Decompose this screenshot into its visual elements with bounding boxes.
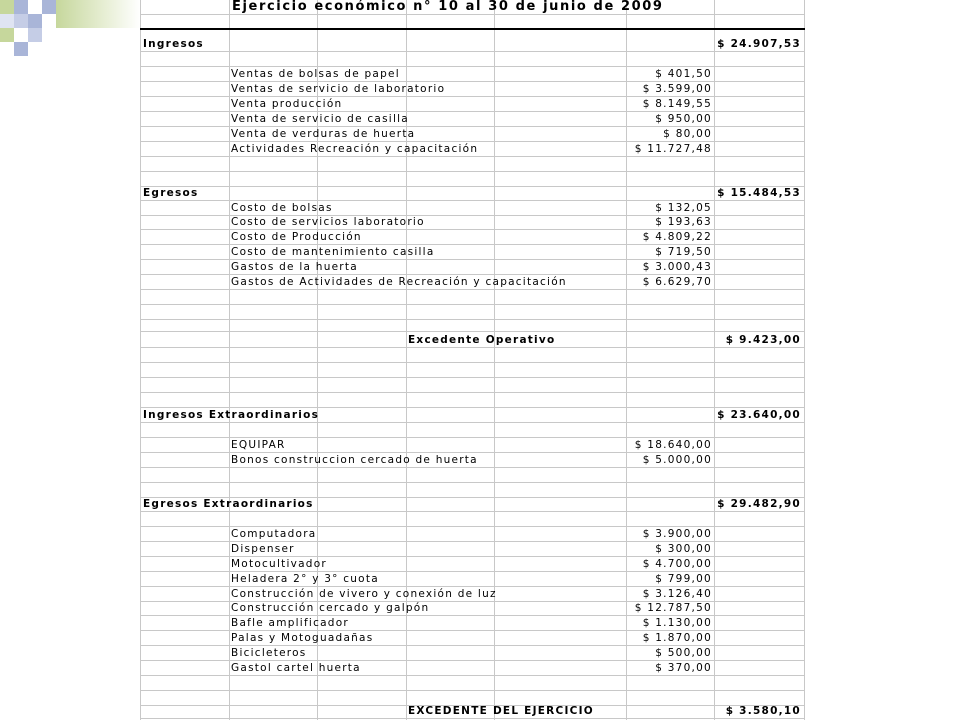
- item-amount: $ 1.130,00: [642, 617, 712, 629]
- item-label: Gastos de Actividades de Recreación y capacitación: [231, 276, 567, 288]
- item-amount: $ 8.149,55: [642, 98, 712, 110]
- section-total: $ 24.907,53: [717, 38, 801, 50]
- section-header-egresos-extraordinarios: [140, 497, 805, 512]
- spacer-row: [140, 512, 805, 527]
- spreadsheet: [140, 0, 805, 720]
- decor-square: [28, 28, 42, 42]
- spacer-row: [140, 290, 805, 305]
- item-label: Palas y Motoguadañas: [231, 632, 374, 644]
- table-row: [140, 572, 805, 587]
- table-row: [140, 260, 805, 275]
- decor-square: [14, 14, 28, 28]
- table-row: [140, 201, 805, 216]
- excedente-operativo-label: Excedente Operativo: [408, 334, 556, 346]
- spacer-row: [140, 393, 805, 408]
- spacer-row: [140, 15, 805, 30]
- item-label: Ventas de servicio de laboratorio: [231, 83, 446, 95]
- item-label: Costo de bolsas: [231, 202, 333, 214]
- item-label: Motocultivador: [231, 558, 327, 570]
- item-amount: $ 4.809,22: [642, 231, 712, 243]
- item-amount: $ 132,05: [655, 202, 712, 214]
- spacer-row: [140, 157, 805, 172]
- decor-square: [28, 14, 42, 28]
- item-amount: $ 401,50: [655, 68, 712, 80]
- item-label: Gastol cartel huerta: [231, 662, 361, 674]
- item-label: Costo de servicios laboratorio: [231, 216, 425, 228]
- item-amount: $ 1.870,00: [642, 632, 712, 644]
- item-amount: $ 500,00: [655, 647, 712, 659]
- item-amount: $ 18.640,00: [634, 439, 712, 451]
- item-label: EQUIPAR: [231, 439, 286, 451]
- decor-square: [0, 14, 14, 28]
- section-label: Ingresos: [143, 38, 204, 50]
- item-label: Venta de verduras de huerta: [231, 128, 416, 140]
- item-amount: $ 370,00: [655, 662, 712, 674]
- excedente-ejercicio-label: EXCEDENTE DEL EJERCICIO: [408, 705, 594, 717]
- spacer-row: [140, 363, 805, 378]
- item-amount: $ 300,00: [655, 543, 712, 555]
- item-label: Gastos de la huerta: [231, 261, 358, 273]
- item-label: Dispenser: [231, 543, 295, 555]
- table-row: [140, 275, 805, 290]
- table-row: [140, 127, 805, 142]
- title-row: [140, 0, 805, 15]
- item-amount: $ 3.599,00: [642, 83, 712, 95]
- item-label: Heladera 2° y 3° cuota: [231, 573, 379, 585]
- decor-square: [0, 0, 14, 14]
- spacer-row: [140, 378, 805, 393]
- decor-square: [0, 28, 14, 42]
- item-label: Ventas de bolsas de papel: [231, 68, 400, 80]
- table-row: [140, 453, 805, 468]
- item-label: Costo de mantenimiento casilla: [231, 246, 435, 258]
- spacer-row: [140, 52, 805, 67]
- section-label: Egresos Extraordinarios: [143, 498, 314, 510]
- item-amount: $ 80,00: [663, 128, 712, 140]
- table-row: [140, 631, 805, 646]
- table-row: [140, 215, 805, 230]
- item-label: Costo de Producción: [231, 231, 362, 243]
- item-label: Bonos construccion cercado de huerta: [231, 454, 478, 466]
- spacer-row: [140, 348, 805, 363]
- section-header-egresos: [140, 186, 805, 201]
- table-row: [140, 82, 805, 97]
- table-row: [140, 230, 805, 245]
- section-header-ingresos-extraordinarios: [140, 408, 805, 423]
- table-row: [140, 616, 805, 631]
- table-row: [140, 661, 805, 676]
- decor-square: [42, 0, 56, 14]
- item-label: Venta producción: [231, 98, 343, 110]
- item-label: Actividades Recreación y capacitación: [231, 143, 479, 155]
- table-row: [140, 97, 805, 112]
- item-amount: $ 193,63: [655, 216, 712, 228]
- table-row: [140, 245, 805, 260]
- decor-square: [14, 42, 28, 56]
- section-label: Ingresos Extraordinarios: [143, 409, 320, 421]
- spacer-row: [140, 676, 805, 691]
- item-amount: $ 3.900,00: [642, 528, 712, 540]
- item-label: Bafle amplificador: [231, 617, 349, 629]
- decor-square: [14, 0, 28, 14]
- section-total: $ 15.484,53: [717, 187, 801, 199]
- item-amount: $ 4.700,00: [642, 558, 712, 570]
- item-amount: $ 799,00: [655, 573, 712, 585]
- item-label: Computadora: [231, 528, 317, 540]
- section-total: $ 29.482,90: [717, 498, 801, 510]
- sheet-title: Ejercicio económico n° 10 al 30 de junio de 2009: [232, 0, 664, 14]
- section-header-ingresos: [140, 37, 805, 52]
- table-row: [140, 438, 805, 453]
- excedente-operativo-total: $ 9.423,00: [725, 334, 801, 346]
- item-label: Construcción cercado y galpón: [231, 602, 430, 614]
- item-amount: $ 6.629,70: [642, 276, 712, 288]
- item-amount: $ 3.000,43: [642, 261, 712, 273]
- spacer-row: [140, 172, 805, 187]
- excedente-ejercicio-row: [140, 704, 805, 719]
- item-amount: $ 950,00: [655, 113, 712, 125]
- table-row: [140, 542, 805, 557]
- item-label: Bicicleteros: [231, 647, 307, 659]
- item-amount: $ 5.000,00: [642, 454, 712, 466]
- table-row: [140, 67, 805, 82]
- item-amount: $ 719,50: [655, 246, 712, 258]
- decor-band: [56, 0, 140, 28]
- section-label: Egresos: [143, 187, 199, 199]
- table-row: [140, 557, 805, 572]
- section-total: $ 23.640,00: [717, 409, 801, 421]
- table-row: [140, 142, 805, 157]
- spacer-row: [140, 468, 805, 483]
- excedente-operativo-row: [140, 333, 805, 348]
- spacer-row: [140, 423, 805, 438]
- spacer-row: [140, 483, 805, 498]
- item-amount: $ 11.727,48: [634, 143, 712, 155]
- item-amount: $ 3.126,40: [642, 588, 712, 600]
- table-row: [140, 646, 805, 661]
- table-row: [140, 527, 805, 542]
- item-label: Construcción de vivero y conexión de luz: [231, 588, 497, 600]
- table-row: [140, 112, 805, 127]
- table-row: [140, 601, 805, 616]
- table-row: [140, 587, 805, 602]
- spacer-row: [140, 305, 805, 320]
- spacer-row: [140, 320, 805, 332]
- item-amount: $ 12.787,50: [634, 602, 712, 614]
- excedente-ejercicio-total: $ 3.580,10: [725, 705, 801, 717]
- item-label: Venta de servicio de casilla: [231, 113, 409, 125]
